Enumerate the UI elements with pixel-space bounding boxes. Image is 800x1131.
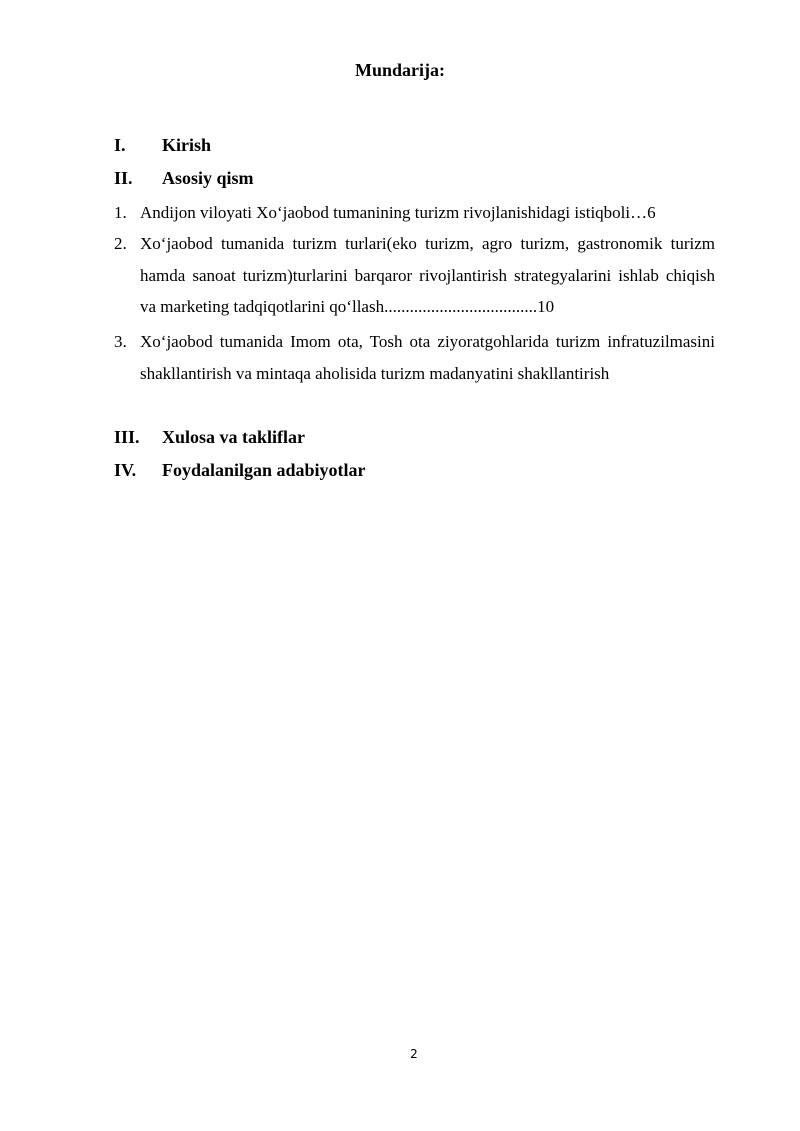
toc-section-adabiyotlar [114,458,714,482]
toc-section-label: Asosiy qism [162,168,254,188]
toc-item-3 [114,326,715,389]
page-title: Mundarija: [355,60,445,80]
toc-section-kirish [114,133,714,157]
toc-item-number: 2. [114,234,127,253]
toc-item-2 [114,228,715,323]
toc-item-text: Xo‘jaobod tumanida turizm turlari(eko turizm, agro turizm, gastronomik turizm hamda sanoat turizm)turlarini barqaror rivojlantirish strategyalarini ishlab chiqish va marketing tadqiqotlarini qo‘llash....................................10 [140,234,715,316]
toc-section-label: Foydalanilgan adabiyotlar [162,460,366,480]
toc-section-xulosa [114,425,714,449]
toc-section-number: III. [114,427,140,447]
toc-section-asosiy-qism [114,166,714,190]
page-number: 2 [410,1047,418,1061]
toc-item-number: 1. [114,203,127,222]
toc-item-text: Andijon viloyati Xo‘jaobod tumanining turizm rivojlanishidagi istiqboli…6 [140,203,656,222]
toc-section-label: Kirish [162,135,212,155]
toc-item-number: 3. [114,332,127,351]
toc-item-text: Xo‘jaobod tumanida Imom ota, Tosh ota ziyoratgohlarida turizm infratuzilmasini shakllantirish va mintaqa aholisida turizm madanyatini shakllantirish [140,332,715,383]
toc-section-number: II. [114,168,133,188]
toc-section-label: Xulosa va takliflar [162,427,306,447]
toc-item-1 [114,197,715,229]
toc-section-number: IV. [114,460,137,480]
toc-section-number: I. [114,135,126,155]
